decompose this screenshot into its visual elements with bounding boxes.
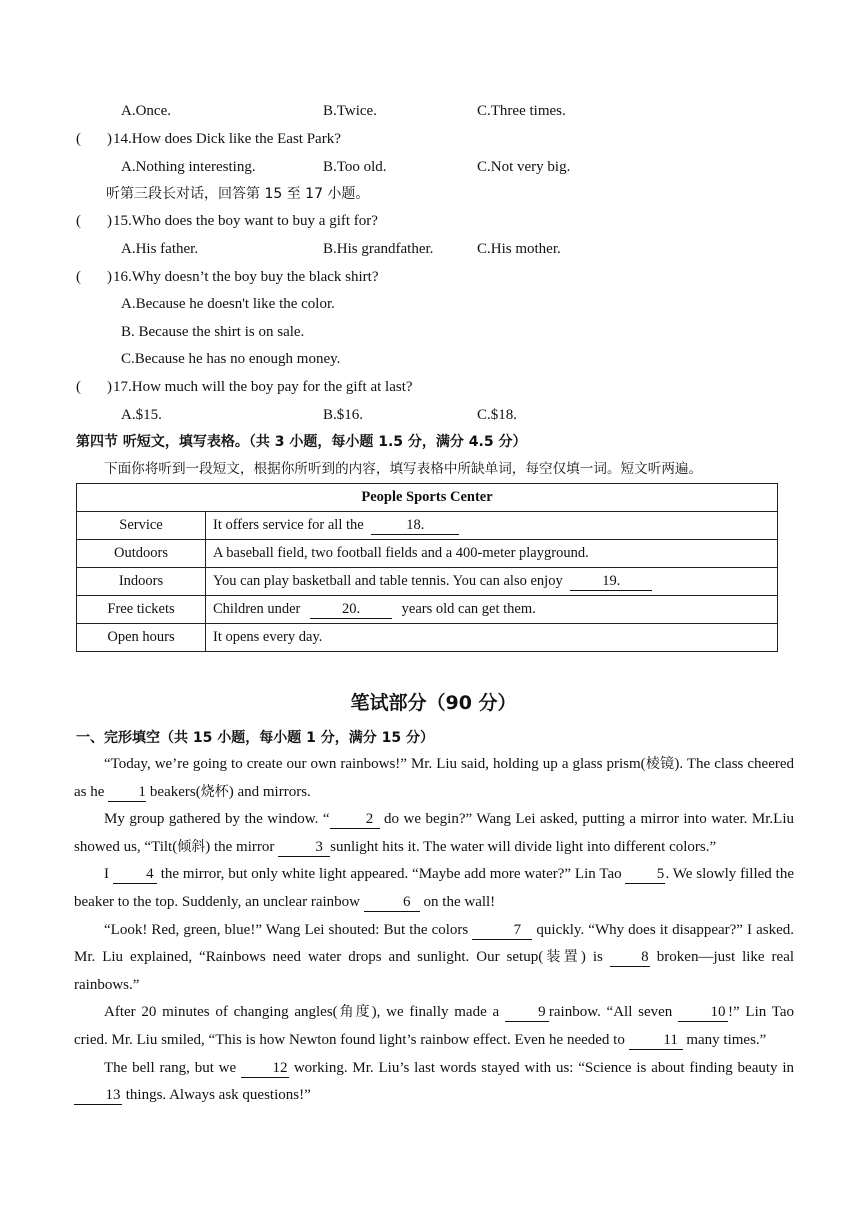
table-row: [77, 624, 778, 652]
q14-answer-paren[interactable]: ( ): [76, 131, 112, 147]
q14-option-b: B.Too old.: [323, 159, 387, 175]
q17-question: 17.How much will the boy pay for the gift at last?: [113, 379, 413, 395]
table-header-row: [77, 484, 778, 512]
row-content: Children under 20. years old can get them.: [206, 596, 778, 624]
q15-answer-paren[interactable]: ( ): [76, 213, 112, 229]
cloze-paragraph-4: “Look! Red, green, blue!” Wang Lei shouted: But the colors 7 quickly. “Why does it disappear?” I asked. Mr. Liu explained, “Rainbows need water drops and sunlight. Our setup(装置) is 8 broken—just like real rainbows.”: [74, 921, 795, 993]
part3-instruction: 听第三段长对话，回答第 15 至 17 小题。: [106, 186, 370, 202]
q16-option-b: B. Because the shirt is on sale.: [121, 324, 305, 340]
q16-question: 16.Why doesn’t the boy buy the black shirt?: [113, 269, 379, 285]
cloze-paragraph-5: After 20 minutes of changing angles(角度), we finally made a 9 rainbow. “All seven 10 !” Lin Tao cried. Mr. Liu smiled, “This is how Newton found light’s rainbow effect. Even he needed to 11 many times.”: [74, 1004, 794, 1048]
row-label: Indoors: [77, 568, 206, 596]
blank-13[interactable]: 13: [74, 1087, 122, 1105]
q14-option-c: C.Not very big.: [477, 159, 571, 175]
blank-12[interactable]: 12: [241, 1060, 289, 1078]
row-content: It opens every day.: [206, 624, 778, 652]
blank-19[interactable]: 19.: [570, 573, 652, 591]
written-part-title: 笔试部分（90 分）: [350, 692, 517, 714]
q17-option-a: A.$15.: [121, 407, 162, 423]
blank-9[interactable]: 9: [505, 1004, 549, 1022]
section4-instruction: 下面你将听到一段短文，根据你所听到的内容，填写表格中所缺单词，每空仅填一词。短文听两遍。: [104, 461, 703, 477]
section4-heading: 第四节 听短文，填写表格。（共 3 小题，每小题 1.5 分，满分 4.5 分）: [76, 434, 527, 450]
q13-option-c: C.Three times.: [477, 103, 566, 119]
blank-4[interactable]: 4: [113, 866, 157, 884]
blank-18[interactable]: 18.: [371, 517, 459, 535]
cloze-paragraph-6: The bell rang, but we 12 working. Mr. Liu’s last words stayed with us: “Science is about finding beauty in 13 things. Always ask questions!”: [74, 1055, 794, 1110]
q16-option-c: C.Because he has no enough money.: [121, 351, 341, 367]
blank-8[interactable]: 8: [610, 949, 650, 967]
table-row: [77, 512, 778, 540]
q14-option-a: A.Nothing interesting.: [121, 159, 256, 175]
table-row: [77, 568, 778, 596]
blank-6[interactable]: 6: [364, 894, 420, 912]
cloze-paragraph-1: “Today, we’re going to create our own rainbows!” Mr. Liu said, holding up a glass prism(棱镜). The class cheered as he 1 beakers(烧杯) and mirrors.: [74, 756, 795, 800]
row-label: Outdoors: [77, 540, 206, 568]
blank-3[interactable]: 3: [278, 839, 330, 857]
q15-option-a: A.His father.: [121, 241, 199, 257]
row-content: You can play basketball and table tennis. You can also enjoy 19.: [206, 568, 778, 596]
table-row: [77, 540, 778, 568]
blank-2[interactable]: 2: [330, 811, 380, 829]
q15-question: 15.Who does the boy want to buy a gift for?: [113, 213, 378, 229]
q14-question: 14.How does Dick like the East Park?: [113, 131, 341, 147]
sports-center-table: [76, 483, 778, 652]
table-title: People Sports Center: [77, 484, 778, 512]
cloze-paragraph-3: I 4 the mirror, but only white light appeared. “Maybe add more water?” Lin Tao 5. We slowly filled the beaker to the top. Suddenly, an unclear rainbow 6 on the wall!: [74, 866, 794, 910]
q13-option-a: A.Once.: [121, 103, 171, 119]
q17-option-b: B.$16.: [323, 407, 364, 423]
q17-option-c: C.$18.: [477, 407, 518, 423]
cloze-passage: [74, 751, 794, 1110]
blank-5[interactable]: 5: [625, 866, 665, 884]
row-content: A baseball field, two football fields and a 400-meter playground.: [206, 540, 778, 568]
q15-option-b: B.His grandfather.: [323, 241, 434, 257]
row-content: It offers service for all the 18.: [206, 512, 778, 540]
q15-option-c: C.His mother.: [477, 241, 561, 257]
q16-option-a: A.Because he doesn't like the color.: [121, 296, 335, 312]
blank-20[interactable]: 20.: [310, 601, 392, 619]
q16-answer-paren[interactable]: ( ): [76, 269, 112, 285]
table-row: [77, 596, 778, 624]
row-label: Open hours: [77, 624, 206, 652]
cloze-paragraph-2: My group gathered by the window. “ 2 do we begin?” Wang Lei asked, putting a mirror into water. Mr.Liu showed us, “Tilt(倾斜) the mirror 3 sunlight hits it. The water will divide light into different colors.”: [74, 811, 795, 855]
blank-11[interactable]: 11: [629, 1032, 683, 1050]
cloze-heading: 一、完形填空（共 15 小题，每小题 1 分，满分 15 分）: [76, 730, 434, 746]
q13-option-b: B.Twice.: [323, 103, 377, 119]
blank-1[interactable]: 1: [108, 784, 146, 802]
blank-10[interactable]: 10: [678, 1004, 728, 1022]
q17-answer-paren[interactable]: ( ): [76, 379, 112, 395]
row-label: Service: [77, 512, 206, 540]
blank-7[interactable]: 7: [472, 922, 532, 940]
row-label: Free tickets: [77, 596, 206, 624]
